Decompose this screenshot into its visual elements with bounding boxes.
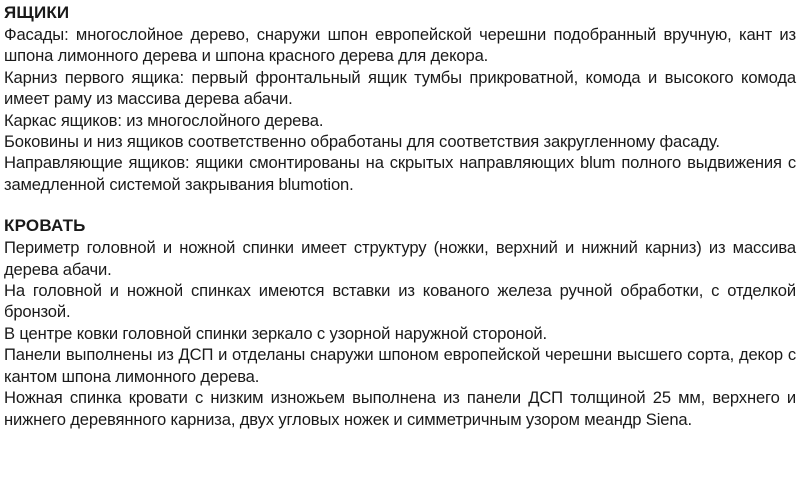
paragraph-mirror: В центре ковки головной спинки зеркало с узорной наружной стороной.	[4, 323, 547, 343]
section-bed	[4, 215, 796, 430]
paragraph-facades: Фасады: многослойное дерево, снаружи шпон европейской черешни подобранный вручную, кант из шпона лимонного дерева и шпона красного дерева для декора.	[4, 25, 796, 66]
paragraph-iron-inserts: На головной и ножной спинках имеются вставки из кованого железа ручной обработки, с отделкой бронзой.	[4, 281, 796, 322]
paragraph-panels: Панели выполнены из ДСП и отделаны снаружи шпоном европейской черешни высшего сорта, декор с кантом шпона лимонного дерева.	[4, 345, 796, 386]
paragraph-drawer-frame: Каркас ящиков: из многослойного дерева.	[4, 110, 324, 130]
paragraph-drawer-runners: Направляющие ящиков: ящики смонтированы на скрытых направляющих blum полного выдвижения с замедленной системой закрывания blumotion.	[4, 153, 796, 194]
section-spacer	[4, 195, 796, 215]
paragraph-footboard: Ножная спинка кровати с низким изножьем выполнена из панели ДСП толщиной 25 мм, верхнего и нижнего деревянного карниза, двух угловых ножек и симметричным узором меандр Siena.	[4, 388, 796, 429]
section-title-bed: КРОВАТЬ	[4, 216, 86, 236]
section-drawers	[4, 2, 796, 195]
paragraph-headboard-perimeter: Периметр головной и ножной спинки имеет структуру (ножки, верхний и нижний карниз) из массива дерева абачи.	[4, 238, 796, 279]
section-title-drawers: ЯЩИКИ	[4, 3, 70, 22]
paragraph-first-drawer-cornice: Карниз первого ящика: первый фронтальный ящик тумбы прикроватной, комода и высокого комода имеет раму из массива дерева абачи.	[4, 67, 796, 109]
paragraph-drawer-sides: Боковины и низ ящиков соответственно обработаны для соответствия закругленному фасаду.	[4, 132, 720, 152]
